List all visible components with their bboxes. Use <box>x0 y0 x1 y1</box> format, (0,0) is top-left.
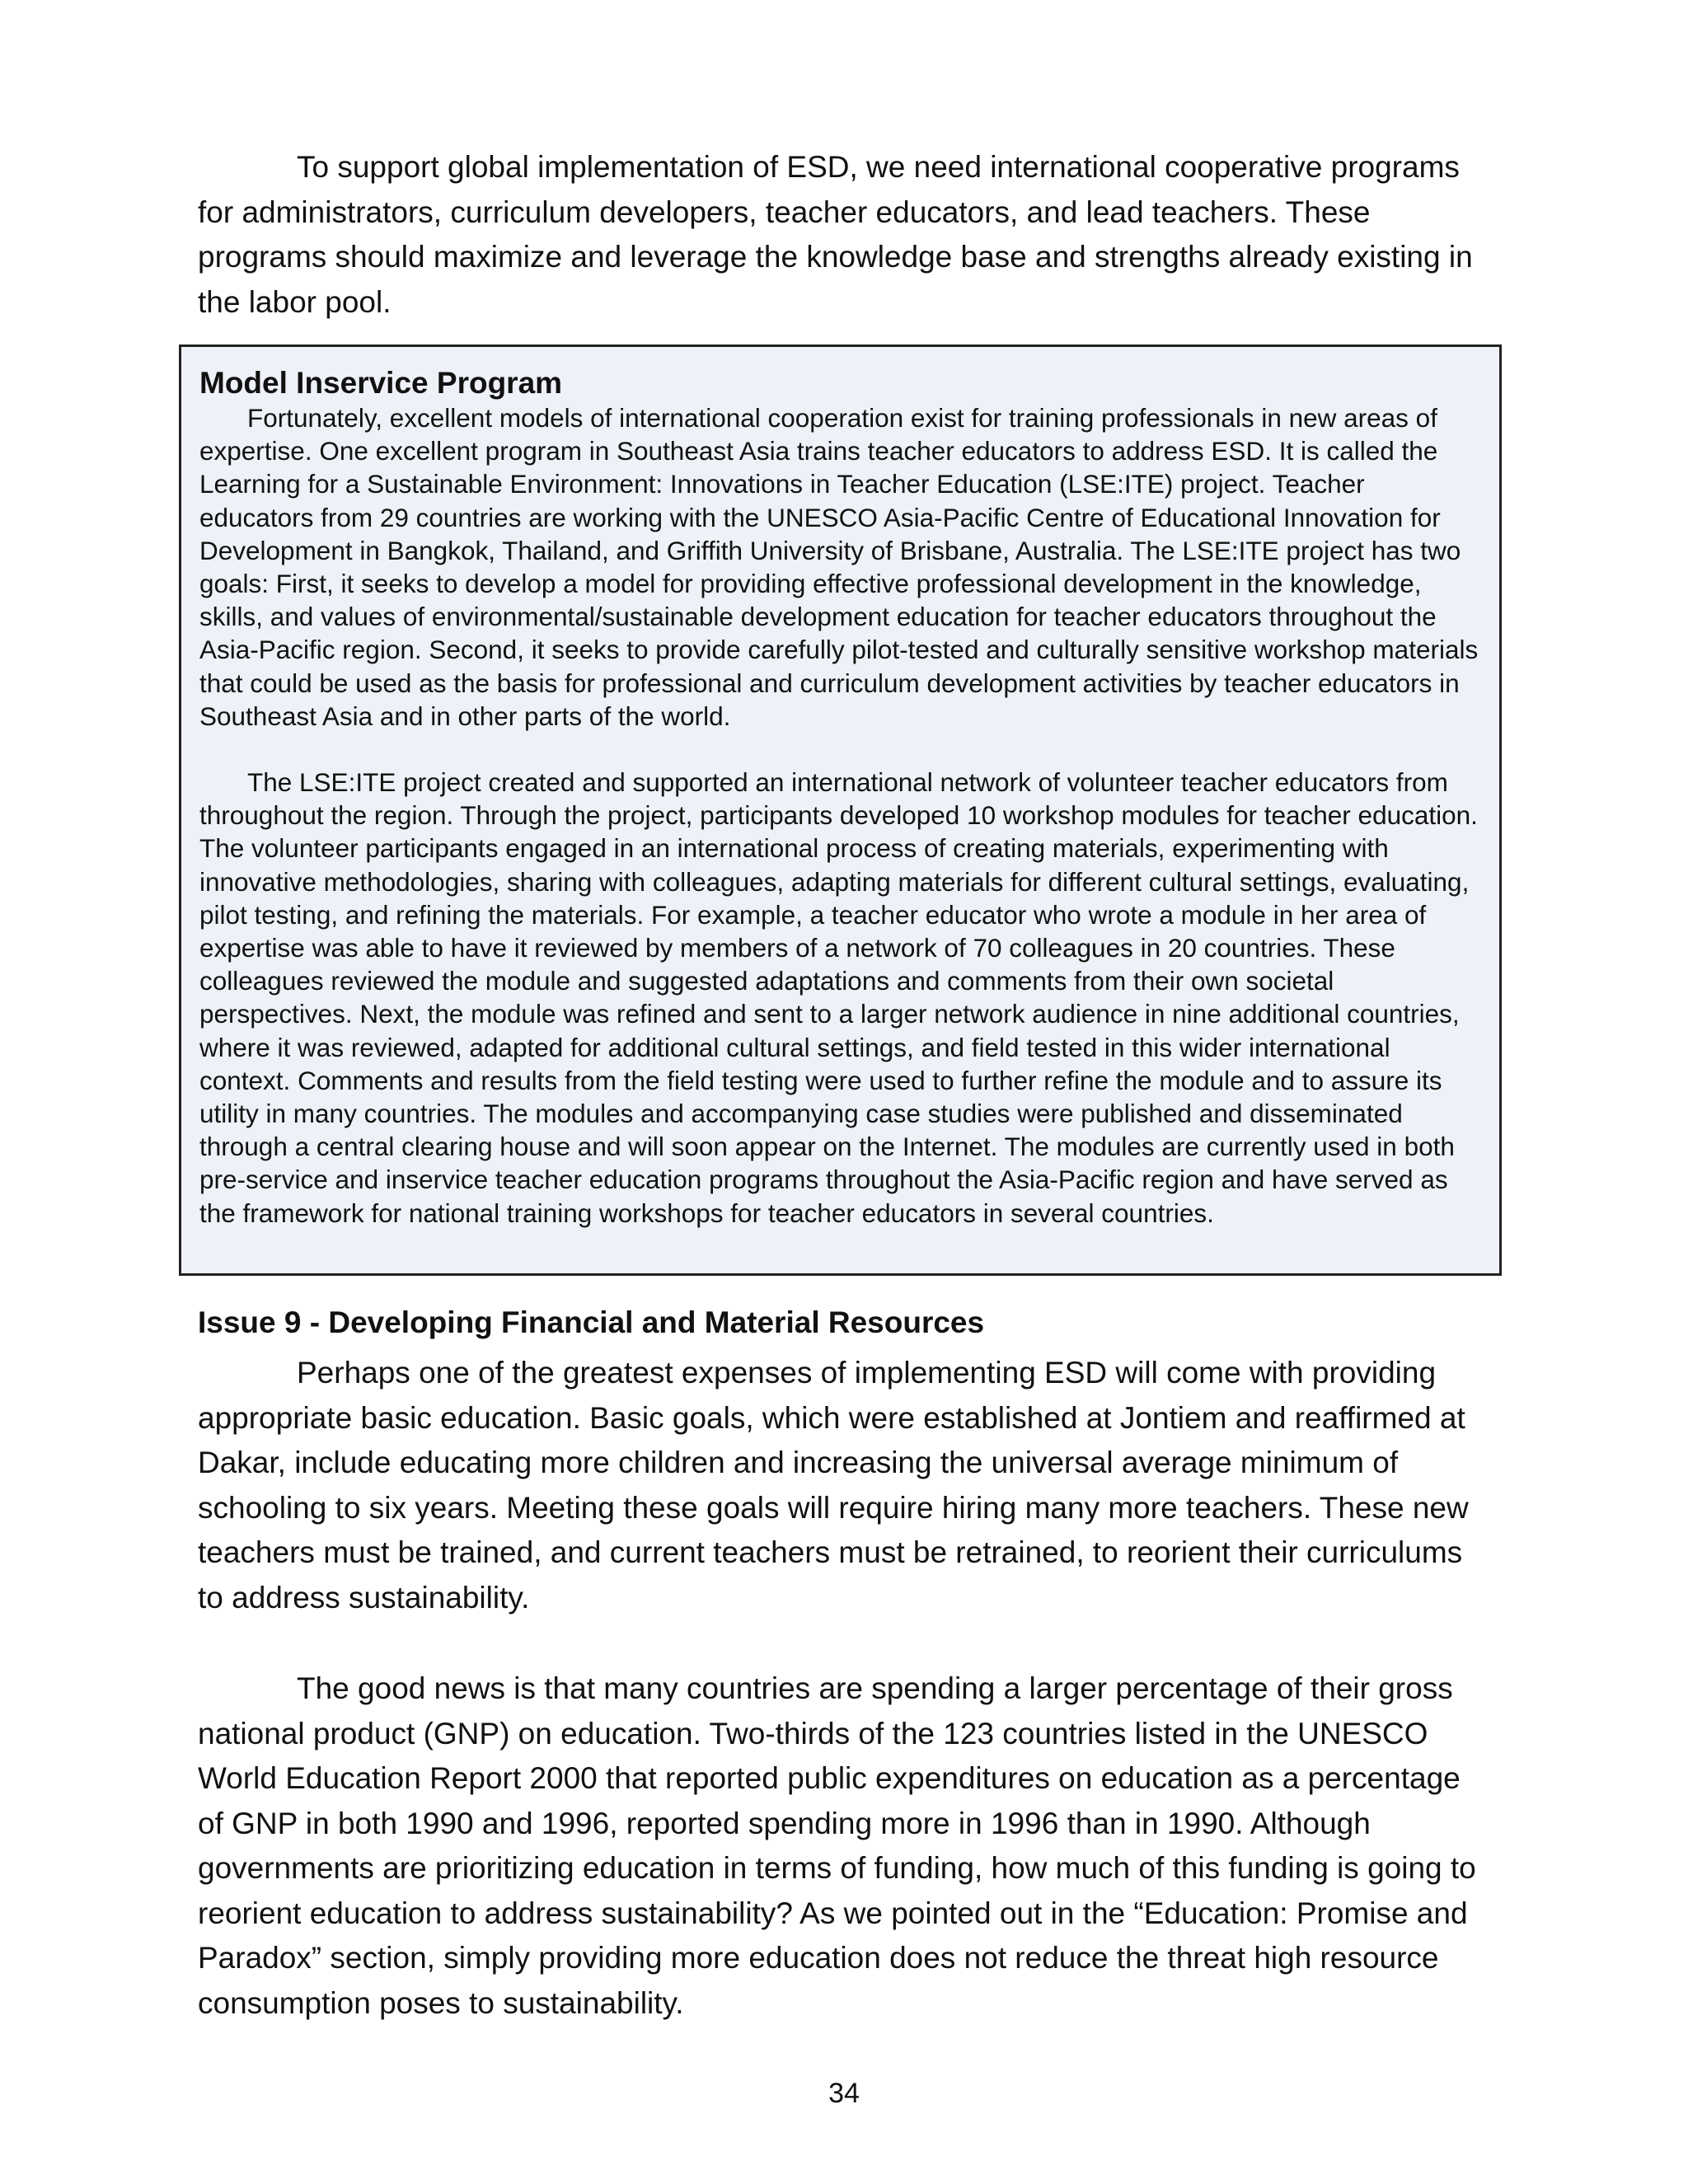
callout-title: Model Inservice Program <box>199 366 563 400</box>
section-paragraph-1: Perhaps one of the greatest expenses of implementing ESD will come with providing appropriate basic education. Basic goals, which were established at Jontiem and reaffirmed at Dakar, include educating more children and increasing the universal average minimum of schooling to six years. Meeting these goals will require hiring many more teachers. These new teachers must be trained, and current teachers must be retrained, to reorient their curriculums to address sustainability. <box>198 1356 1469 1615</box>
page-number: 34 <box>828 2078 860 2109</box>
intro-paragraph: To support global implementation of ESD, we need international cooperative programs for administrators, curriculum developers, teacher educators, and lead teachers. These programs should maximize and leverage the knowledge base and strengths already existing in the labor pool. <box>198 150 1473 319</box>
model-inservice-program-box <box>179 344 1502 1276</box>
callout-paragraph-1: Fortunately, excellent models of international cooperation exist for training professionals in new areas of expertise. One excellent program in Southeast Asia trains teacher educators to address ESD. It is called the Learning for a Sustainable Environment: Innovations in Teacher Education (LSE:ITE) project. Teacher educators from 29 countries are working with the UNESCO Asia-Pacific Centre of Educational Innovation for Development in Bangkok, Thailand, and Griffith University of Brisbane, Australia. The LSE:ITE project has two goals: First, it seeks to develop a model for providing effective professional development in the knowledge, skills, and values of environmental/sustainable development education for teacher educators throughout the Asia-Pacific region. Second, it seeks to provide carefully pilot-tested and culturally sensitive workshop materials that could be used as the basis for professional and curriculum development activities by teacher educators in Southeast Asia and in other parts of the world. <box>199 403 1479 731</box>
section-paragraph-2: The good news is that many countries are spending a larger percentage of their gross national product (GNP) on education. Two-thirds of the 123 countries listed in the UNESCO World Education Report 2000 that reported public expenditures on education as a percentage of GNP in both 1990 and 1996, reported spending more in 1996 than in 1990. Although governments are prioritizing education in terms of funding, how much of this funding is going to reorient education to address sustainability? As we pointed out in the “Education: Promise and Paradox” section, simply providing more education does not reduce the threat high resource consumption poses to sustainability. <box>198 1671 1476 2020</box>
callout-paragraph-2: The LSE:ITE project created and supported an international network of volunteer teacher educators from throughout the region. Through the project, participants developed 10 workshop modules for teacher education. The volunteer participants engaged in an international process of creating materials, experimenting with innovative methodologies, sharing with colleagues, adapting materials for different cultural settings, evaluating, pilot testing, and refining the materials. For example, a teacher educator who wrote a module in her area of expertise was able to have it reviewed by members of a network of 70 colleagues in 20 countries. These colleagues reviewed the module and suggested adaptations and comments from their own societal perspectives. Next, the module was refined and sent to a larger network audience in nine additional countries, where it was reviewed, adapted for additional cultural settings, and field tested in this wider international context. Comments and results from the field testing were used to further refine the module and to assure its utility in many countries. The modules and accompanying case studies were published and disseminated through a central clearing house and will soon appear on the Internet. The modules are currently used in both pre-service and inservice teacher education programs throughout the Asia-Pacific region and have served as the framework for national training workshops for teacher educators in several countries. <box>199 767 1478 1228</box>
callout-paragraph-gap <box>199 733 1481 766</box>
section-heading: Issue 9 - Developing Financial and Material Resources <box>198 1305 985 1339</box>
